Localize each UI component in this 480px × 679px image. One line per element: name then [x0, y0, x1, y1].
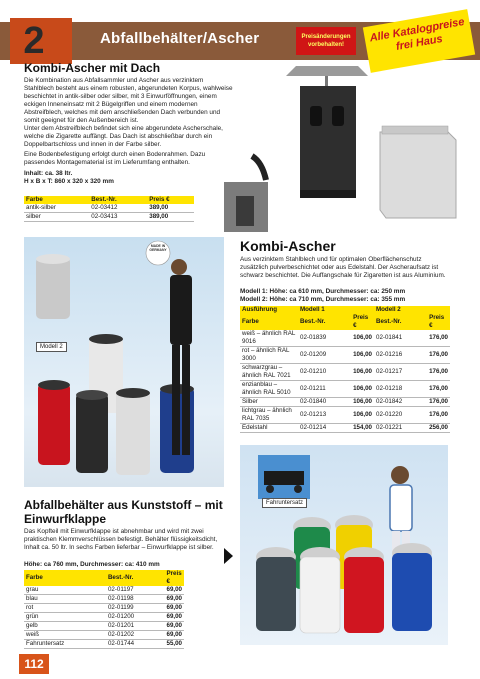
table-cell: 69,00 [166, 631, 182, 638]
column-header: Best.-Nr. [107, 574, 134, 581]
table-row [24, 640, 184, 649]
section-title-kombi-ascher: Kombi-Ascher [240, 238, 336, 254]
table-cell: Edelstahl [242, 424, 268, 431]
table-cell: 154,00 [353, 424, 372, 431]
table-row [24, 604, 184, 613]
table-row [240, 424, 450, 433]
table-cell: 69,00 [166, 595, 182, 602]
column-header: Farbe [26, 196, 43, 203]
page-number: 112 [19, 654, 49, 674]
table-cell: 106,00 [353, 398, 372, 405]
table-cell: 02-01213 [300, 411, 327, 418]
table-cell: Silber [242, 398, 258, 405]
table-cell: 256,00 [429, 424, 448, 431]
table-cell: 69,00 [166, 613, 182, 620]
section-title-kombi-ascher-dach: Kombi-Ascher mit Dach [24, 61, 161, 75]
section-title-kunststoff: Abfallbehälter aus Kunststoff – mit Einwurfklappe [24, 498, 223, 526]
table-cell: 69,00 [166, 622, 182, 629]
table-cell: 106,00 [353, 351, 372, 358]
table-cell: 02-01221 [376, 424, 403, 431]
table-cell: gelb [26, 622, 38, 629]
table-cell: enzianblau – ähnlich RAL 5010 [242, 381, 291, 396]
section3-paragraph: Das Kopfteil mit Einwurfklappe ist abnehmbar und wird mit zwei praktischen Klemmverschlüssen befestigt. Behälter flüssigkeitsdicht, Inhalt ca. 50 ltr. In sechs Farben lieferbar – Einwurfklappe ist silber. [24, 528, 218, 551]
table-cell: 02-03413 [91, 213, 118, 220]
table-cell: 02-01199 [107, 604, 134, 611]
table-row [240, 330, 450, 347]
made-in-germany-badge: MADE IN GERMANY [149, 244, 167, 252]
fahruntersatz-label: Fahruntersatz [262, 498, 307, 508]
table-header-row [24, 196, 194, 204]
section1-paragraph-2: Unter dem Abstreifblech befindet sich eine abgerundete Ascherschale, welche die Zigarette auffängt. Das Dach ist abschließbar durch ein Doppelbartschloss und innen in der Farbe silber. [24, 125, 223, 148]
table-cell: 176,00 [429, 351, 448, 358]
section2-model1-spec: Modell 1: Höhe: ca 610 mm, Durchmesser: ca: 250 mm [240, 288, 406, 295]
table-row [240, 381, 450, 398]
table-cell: 69,00 [166, 604, 182, 611]
column-header: Modell 1 [300, 306, 325, 313]
table-cell: 02-01210 [300, 368, 327, 375]
table-row [24, 613, 184, 622]
ashtray-with-roof-illustration [222, 62, 472, 234]
table-row [24, 595, 184, 604]
table-cell: 02-01744 [107, 640, 135, 647]
column-header: Ausführung [242, 306, 278, 313]
table-row [240, 364, 450, 381]
table-cell: 176,00 [429, 411, 448, 418]
table-cell: 02-03412 [91, 204, 118, 211]
table-cell: 02-01197 [107, 586, 134, 593]
table-cell: 02-01216 [376, 351, 403, 358]
table-cell: weiß [26, 631, 40, 638]
table-row [24, 586, 184, 595]
column-header: Preis € [429, 314, 445, 329]
table-cell: rot [26, 604, 34, 611]
table-cell: grau [26, 586, 39, 593]
section1-paragraph-3: Eine Bodenbefestigung erfolgt durch einen Bodenrahmen. Dazu passendes Montagematerial ist im Lieferumfang enthalten. [24, 151, 206, 166]
table-cell: 176,00 [429, 398, 448, 405]
roof-shape [286, 66, 368, 76]
table-cell: 02-01841 [376, 334, 403, 341]
table-cell: 02-01842 [376, 398, 403, 405]
table-cell: 69,00 [166, 586, 182, 593]
table-row [24, 622, 184, 631]
section3-dimensions: Höhe: ca 760 mm, Durchmesser: ca: 410 mm [24, 561, 160, 568]
table-cell: rot – ähnlich RAL 3000 [242, 347, 290, 362]
table-cell: 02-01198 [107, 595, 134, 602]
column-header: Preis € [149, 196, 170, 203]
section1-price-table [24, 196, 194, 222]
column-header: Preis € [353, 314, 369, 329]
table-cell: 176,00 [429, 385, 448, 392]
column-header: Preis € [166, 570, 182, 585]
free-delivery-banner: Alle Katalogpreise frei Haus [363, 9, 475, 73]
page-title: Abfallbehälter/Ascher [100, 30, 260, 47]
table-cell: 106,00 [353, 411, 372, 418]
table-cell: 55,00 [166, 640, 182, 647]
table-header-row [240, 306, 450, 314]
table-cell: 02-01218 [376, 385, 403, 392]
table-cell: antik-silber [26, 204, 56, 211]
table-cell: 02-01214 [300, 424, 327, 431]
table-cell: 02-01220 [376, 411, 403, 418]
column-header: Farbe [242, 318, 259, 325]
table-cell: silber [26, 213, 41, 220]
section3-price-table [24, 570, 184, 649]
column-header: Best.-Nr. [91, 196, 117, 203]
inner-insert [380, 132, 456, 218]
kombi-ascher-lineup-illustration [24, 237, 224, 487]
table-cell: schwarzgrau – ähnlich RAL 7021 [242, 364, 291, 379]
table-cell: 176,00 [429, 368, 448, 375]
section2-paragraph: Aus verzinktem Stahlblech und für optimalen Oberflächenschutz zusätzlich pulverbeschichtet oder aus Edelstahl. Der Ascheraufsatz ist schwarz beschichtet. Die Auffangschale für Zigaretten ist aus Aluminium. [240, 256, 446, 279]
table-cell: 02-01201 [107, 622, 135, 629]
table-row [240, 407, 450, 424]
section2-price-table [240, 306, 450, 433]
price-notice-badge: Preisänderungen vorbehalten! [296, 27, 356, 55]
table-cell: 176,00 [429, 334, 448, 341]
table-row [24, 213, 194, 222]
table-cell: Fahruntersatz [26, 640, 65, 647]
table-row [240, 347, 450, 364]
table-cell: 02-01211 [300, 385, 326, 392]
chapter-number: 2 [23, 20, 45, 62]
section1-dimensions: H x B x T: 860 x 320 x 320 mm [24, 178, 114, 185]
table-row [240, 398, 450, 407]
column-header: Modell 2 [376, 306, 401, 313]
table-cell: 02-01202 [107, 631, 135, 638]
table-cell: 106,00 [353, 368, 372, 375]
column-header: Best.-Nr. [376, 318, 402, 325]
table-cell: grün [26, 613, 39, 620]
table-row [24, 204, 194, 213]
table-cell: 02-01840 [300, 398, 327, 405]
table-cell: 02-01209 [300, 351, 327, 358]
section2-model2-spec: Modell 2: Höhe: ca 710 mm, Durchmesser: ca: 355 mm [240, 296, 406, 303]
table-row [24, 631, 184, 640]
column-header: Farbe [26, 574, 43, 581]
table-cell: blau [26, 595, 38, 602]
table-header-row [24, 570, 184, 586]
table-cell: 02-01200 [107, 613, 135, 620]
table-header-row [240, 314, 450, 330]
column-header [427, 306, 450, 314]
table-cell: 389,00 [149, 213, 169, 220]
table-cell: 106,00 [353, 334, 372, 341]
kunststoff-bins-illustration [240, 445, 448, 645]
model-2-label: Modell 2 [36, 342, 67, 352]
table-cell: 02-01217 [376, 368, 403, 375]
arrow-right-icon [224, 548, 233, 564]
bin-body [300, 86, 356, 196]
table-cell: 106,00 [353, 385, 372, 392]
column-header [351, 306, 374, 314]
table-cell: 389,00 [149, 204, 169, 211]
section1-paragraph-1: Die Kombination aus Abfallsammler und Ascher aus verzinktem Stahlblech besteht aus einem robusten, abgerundeten Korpus, wahlweise beschichtet in antik-silber oder silber, mit 3 Einwurföffnungen, einem eckigen Inneneinsatz mit 2 Bügelgriffen und einem modernen Abstreifblech, welches mit dem anschließenden Dach verbunden und somit geeignet für den Außenbereich ist. [24, 77, 233, 124]
table-cell: 02-01839 [300, 334, 327, 341]
table-cell: weiß – ähnlich RAL 9016 [242, 330, 296, 345]
table-cell: lichtgrau – ähnlich RAL 7035 [242, 407, 292, 422]
section1-capacity: Inhalt: ca. 38 ltr. [24, 170, 73, 177]
column-header: Best.-Nr. [300, 318, 326, 325]
